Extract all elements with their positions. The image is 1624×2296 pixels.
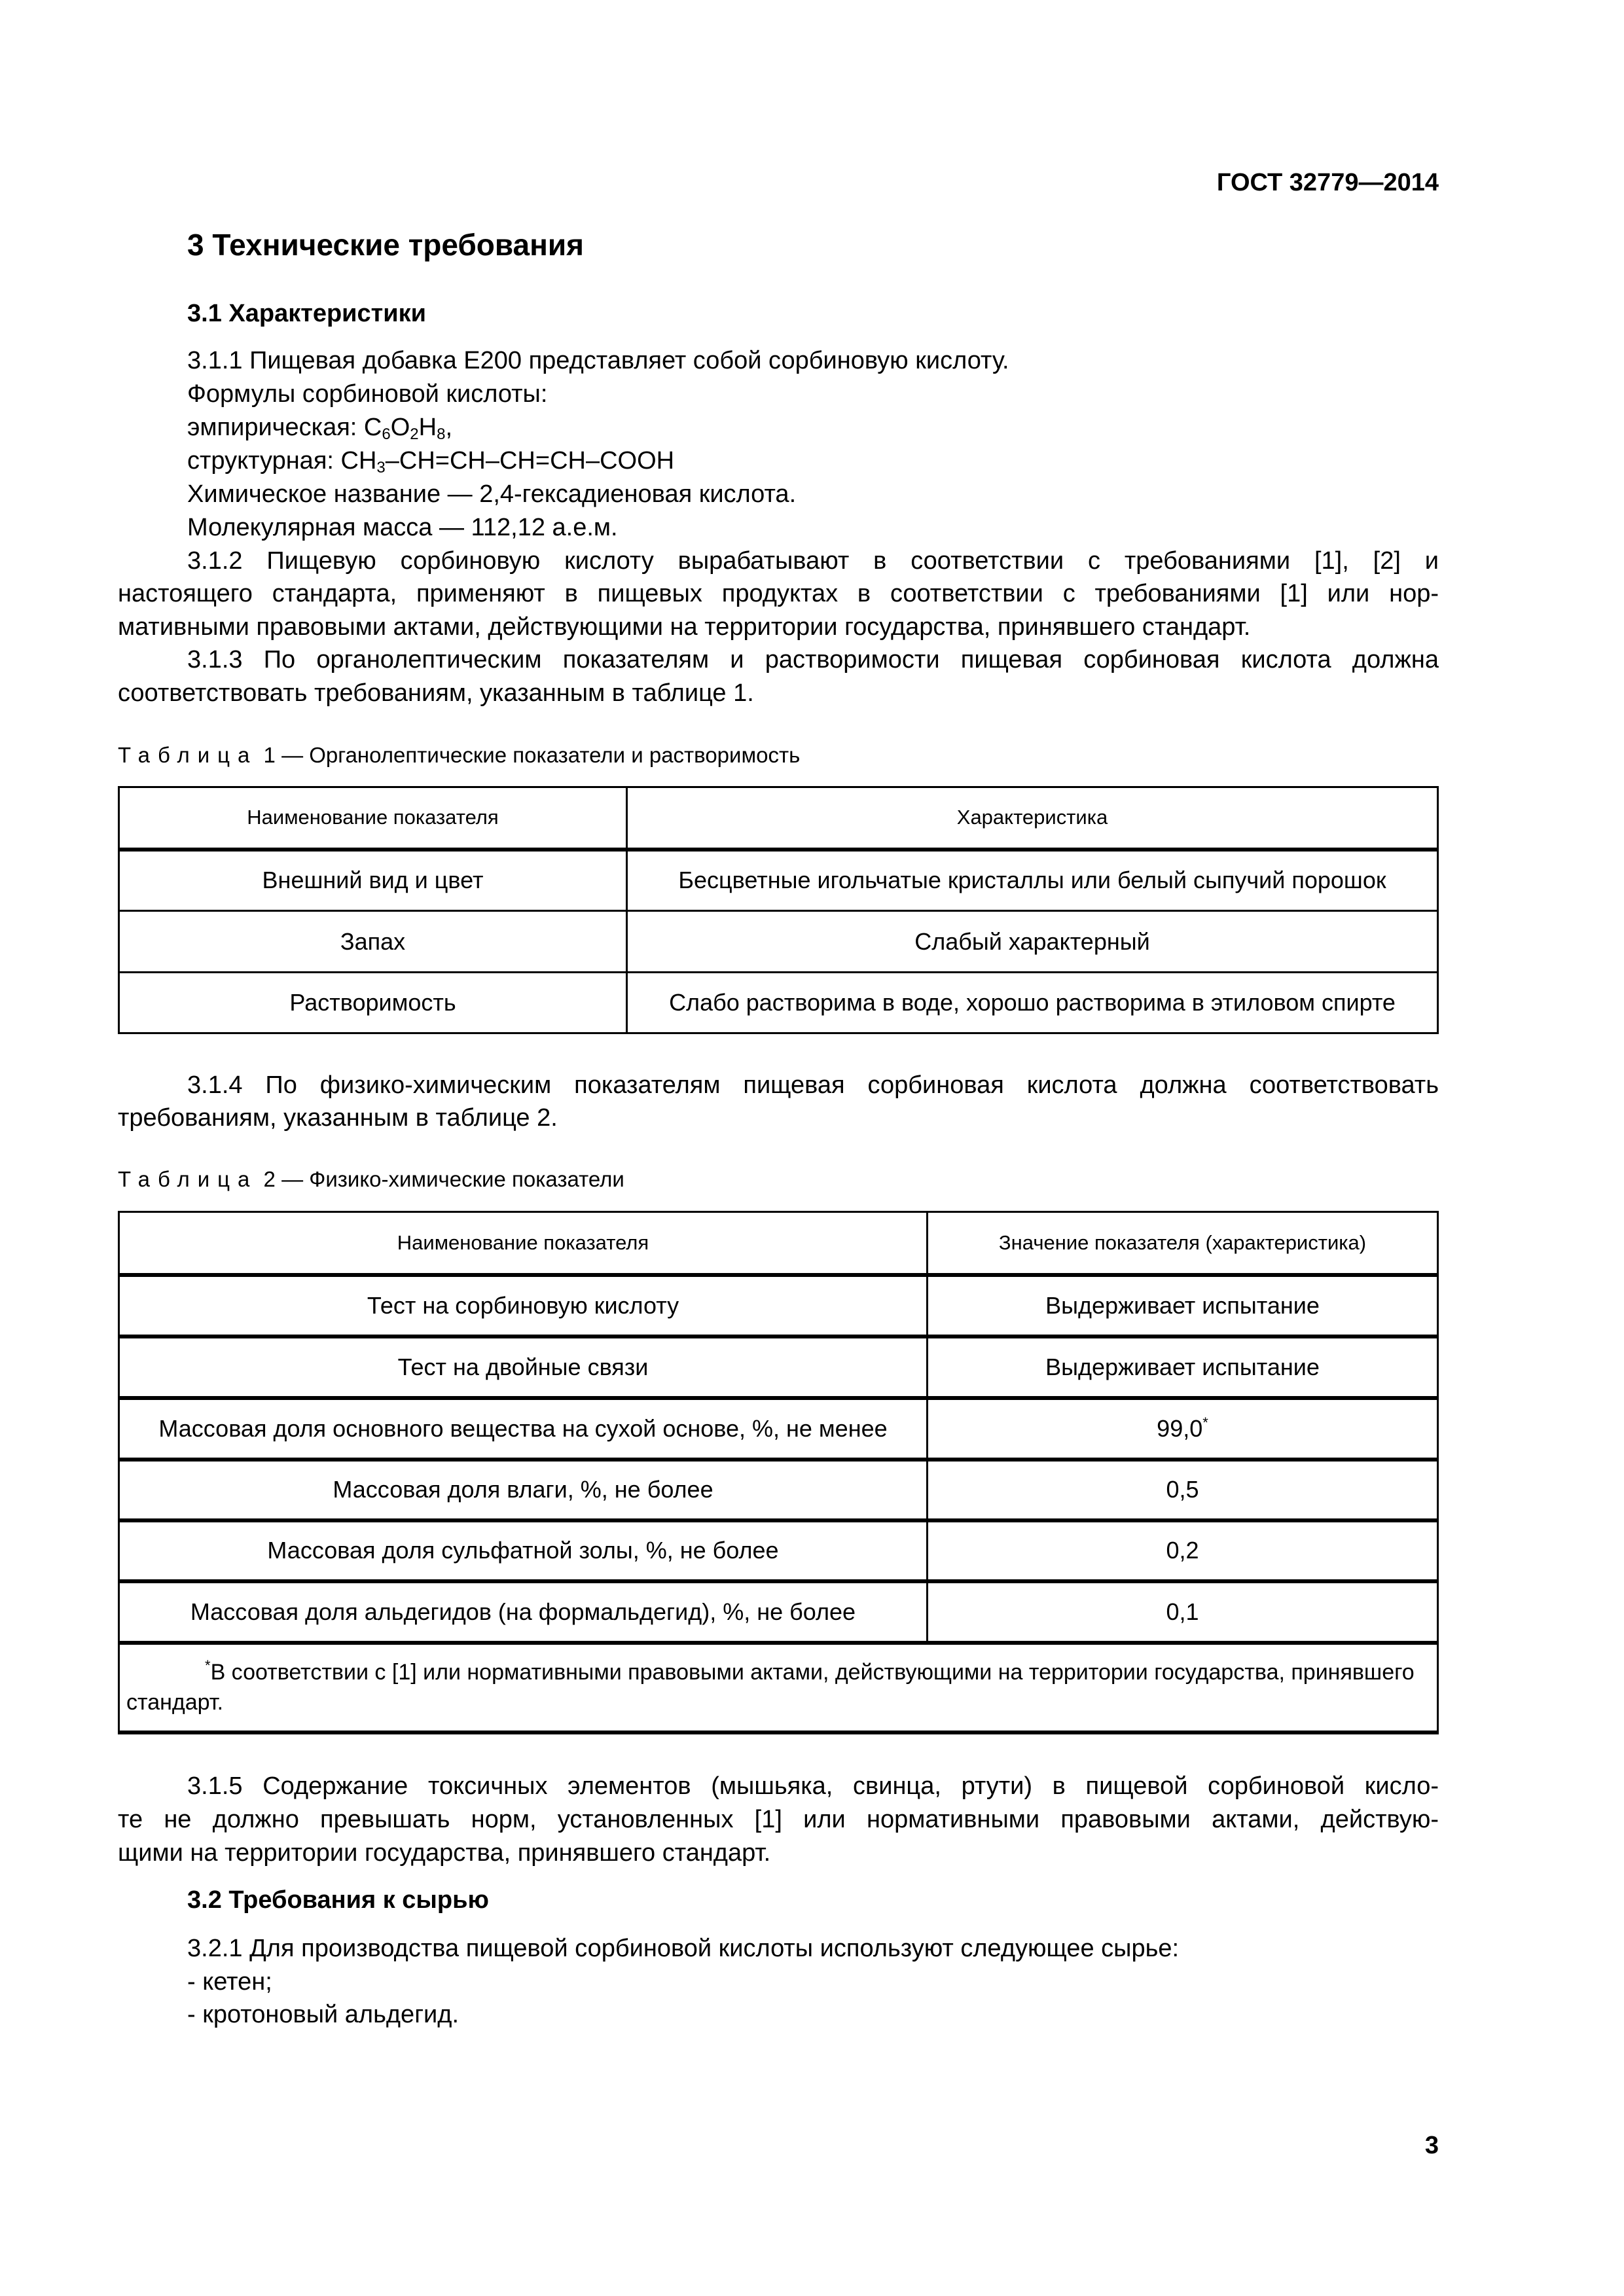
cell: Выдерживает испытание <box>928 1336 1438 1398</box>
column-header: Характеристика <box>627 787 1438 850</box>
paragraph-3-1-4: требованиям, указанным в таблице 2. <box>118 1104 558 1132</box>
footnote-mark: * <box>1202 1414 1208 1431</box>
section-title: 3 Технические требования <box>187 228 584 262</box>
empirical-formula <box>187 410 1439 444</box>
paragraph-3-1-2: мативными правовыми актами, действующими на территории государства, принявшего стандарт. <box>118 613 1251 641</box>
paragraph-3-1-2: настоящего стандарта, применяют в пищевых продуктах в соответствии с требованиями [1] или нор- <box>118 580 1439 607</box>
table-row <box>119 1460 1438 1520</box>
cell: Слабо растворима в воде, хорошо растворима в этиловом спирте <box>627 973 1438 1033</box>
footnote-mark: * <box>205 1657 211 1674</box>
table-row <box>119 1520 1438 1581</box>
f: C <box>363 414 382 441</box>
table-footnote-row <box>119 1643 1438 1732</box>
paragraph-3-1-4: 3.1.4 По физико-химическим показателям пищевая сорбиновая кислота должна соответствовать <box>187 1071 1439 1099</box>
cell: 0,5 <box>928 1460 1438 1520</box>
paragraph-3-1-5: те не должно превышать норм, установленных [1] или нормативными правовыми актами, действую- <box>118 1806 1439 1833</box>
cell: Тест на сорбиновую кислоту <box>119 1275 928 1336</box>
cell: Бесцветные игольчатые кристаллы или белый сыпучий порошок <box>627 850 1438 911</box>
f: , <box>445 414 453 441</box>
paragraph-3-1-3: соответствовать требованиям, указанным в таблице 1. <box>118 679 754 707</box>
subsection-title: 3.2 Требования к сырью <box>187 1886 489 1914</box>
table-row <box>119 1275 1438 1336</box>
chemical-name: Химическое название — 2,4-гексадиеновая кислота. <box>187 480 797 508</box>
cell: Массовая доля альдегидов (на формальдегид), %, не более <box>119 1581 928 1643</box>
f: 2 <box>410 425 419 443</box>
table-row <box>119 973 1438 1033</box>
footnote-text: В соответствии с [1] или нормативными правовыми актами, действующими на территории государства, принявшего стандарт. <box>126 1660 1415 1715</box>
list-item: - кротоновый альдегид. <box>187 2001 460 2028</box>
table-row <box>119 1398 1438 1460</box>
page-number: 3 <box>1424 2132 1439 2159</box>
table-row <box>119 850 1438 911</box>
cell: Слабый характерный <box>627 911 1438 973</box>
f: 6 <box>382 425 391 443</box>
table-header-row <box>119 1212 1438 1275</box>
caption-label: Таблица <box>118 743 258 767</box>
cell: Выдерживает испытание <box>928 1275 1438 1336</box>
table-1 <box>118 786 1439 1034</box>
paragraph-3-1-2: 3.1.2 Пищевую сорбиновую кислоту вырабатывают в соответствии с требованиями [1], [2] и <box>187 547 1439 575</box>
paragraph-3-1-1: 3.1.1 Пищевая добавка Е200 представляет собой сорбиновую кислоту. <box>187 347 1009 374</box>
paragraph-3-1-3: 3.1.3 По органолептическим показателям и растворимости пищевая сорбиновая кислота должна <box>187 646 1439 673</box>
f: 3 <box>376 459 386 476</box>
paragraph-3-2-1: 3.2.1 Для производства пищевой сорбиновой кислоты используют следующее сырье: <box>187 1935 1180 1962</box>
f: CH <box>340 447 377 475</box>
table2-caption <box>118 1165 624 1194</box>
structural-formula <box>187 444 1439 478</box>
subsection-title: 3.1 Характеристики <box>187 300 427 327</box>
f: 8 <box>437 425 446 443</box>
table-row <box>119 1581 1438 1643</box>
cell: Массовая доля основного вещества на сухой основе, %, не менее <box>119 1398 928 1460</box>
table1-caption <box>118 741 800 770</box>
table-row <box>119 1336 1438 1398</box>
column-header: Значение показателя (характеристика) <box>928 1212 1438 1275</box>
caption-label: Таблица <box>118 1167 258 1191</box>
cell: Массовая доля влаги, %, не более <box>119 1460 928 1520</box>
molecular-mass: Молекулярная масса — 112,12 а.е.м. <box>187 514 618 541</box>
table-header-row <box>119 787 1438 850</box>
cell: Запах <box>119 911 627 973</box>
cell: Растворимость <box>119 973 627 1033</box>
formulas-label: Формулы сорбиновой кислоты: <box>187 380 548 408</box>
structural-label: структурная: <box>187 447 341 475</box>
cell: Массовая доля сульфатной золы, %, не более <box>119 1520 928 1581</box>
f: –CH=CH–CH=CH–COOH <box>385 447 675 475</box>
cell <box>928 1398 1438 1460</box>
empirical-label: эмпирическая: <box>187 414 364 441</box>
f: H <box>418 414 437 441</box>
cell: 0,2 <box>928 1520 1438 1581</box>
cell: Тест на двойные связи <box>119 1336 928 1398</box>
table-row <box>119 911 1438 973</box>
cell: 0,1 <box>928 1581 1438 1643</box>
cell: Внешний вид и цвет <box>119 850 627 911</box>
table-2 <box>118 1211 1439 1734</box>
list-item: - кетен; <box>187 1968 272 1996</box>
paragraph-3-1-5: щими на территории государства, принявшего стандарт. <box>118 1839 771 1867</box>
footnote <box>119 1643 1438 1732</box>
column-header: Наименование показателя <box>119 787 627 850</box>
paragraph-3-1-5: 3.1.5 Содержание токсичных элементов (мышьяка, свинца, ртути) в пищевой сорбиновой кисло- <box>187 1772 1439 1800</box>
caption-text: 2 — Физико-химические показатели <box>257 1167 624 1191</box>
f: O <box>390 414 410 441</box>
column-header: Наименование показателя <box>119 1212 928 1275</box>
document-id: ГОСТ 32779—2014 <box>1216 169 1439 196</box>
value: 99,0 <box>1157 1414 1203 1442</box>
caption-text: 1 — Органолептические показатели и растворимость <box>257 743 801 767</box>
